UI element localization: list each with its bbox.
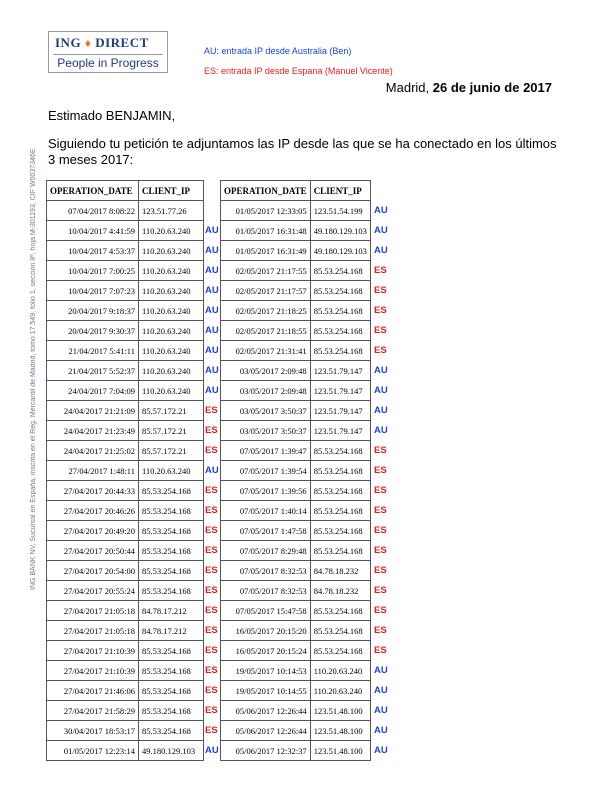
intro-paragraph: Siguiendo tu petición te adjuntamos las IP desde las que se ha conectado en los últimos 3 meses 2017:: [48, 136, 557, 167]
country-tag-au: AU: [374, 684, 388, 696]
operation-date-cell: 03/05/2017 3:50:37: [221, 421, 311, 441]
client-ip-cell: 85.53.254.168: [310, 541, 370, 561]
client-ip-cell: 85.57.172.21: [139, 421, 204, 441]
operation-date-cell: 07/04/2017 8:08:22: [47, 201, 139, 221]
client-ip-cell: 110.20.63.240: [139, 281, 204, 301]
client-ip-cell: 110.20.63.240: [139, 381, 204, 401]
country-tag-au: AU: [374, 204, 388, 216]
client-ip-cell: 123.51.79.147: [310, 421, 370, 441]
operation-date-cell: 02/05/2017 21:18:55: [221, 321, 311, 341]
country-tag-es: ES: [374, 564, 387, 576]
client-ip-cell: 84.78.18.232: [310, 561, 370, 581]
legend-es: ES: entrada IP desde Espana (Manuel Vicente): [204, 66, 393, 76]
country-tag-es: ES: [374, 544, 387, 556]
client-ip-cell: 85.53.254.168: [139, 521, 204, 541]
operation-date-cell: 10/04/2017 7:00:25: [47, 261, 139, 281]
country-tag-es: ES: [374, 344, 387, 356]
table-header-row: [221, 181, 371, 201]
country-tag-es: ES: [374, 304, 387, 316]
operation-date-cell: 07/05/2017 1:47:58: [221, 521, 311, 541]
table-row: [221, 241, 371, 261]
country-tag-es: ES: [205, 624, 218, 636]
table-row: [221, 681, 371, 701]
table-row: [47, 321, 204, 341]
client-ip-cell: 123.51.48.100: [310, 721, 370, 741]
operation-date-cell: 05/06/2017 12:32:37: [221, 741, 311, 761]
client-ip-cell: 85.53.254.168: [310, 261, 370, 281]
country-tag-au: AU: [205, 324, 219, 336]
table-row: [47, 461, 204, 481]
client-ip-cell: 123.51.79.147: [310, 361, 370, 381]
client-ip-cell: 110.20.63.240: [139, 341, 204, 361]
country-tag-es: ES: [374, 604, 387, 616]
operation-date-cell: 10/04/2017 7:07:23: [47, 281, 139, 301]
table-row: [221, 461, 371, 481]
country-tag-es: ES: [205, 684, 218, 696]
operation-date-cell: 27/04/2017 20:50:44: [47, 541, 139, 561]
greeting: Estimado BENJAMIN,: [48, 108, 176, 123]
client-ip-cell: 85.53.254.168: [310, 341, 370, 361]
client-ip-cell: 85.53.254.168: [139, 561, 204, 581]
operation-date-cell: 03/05/2017 2:09:48: [221, 361, 311, 381]
client-ip-cell: 85.53.254.168: [139, 501, 204, 521]
operation-date-cell: 07/05/2017 8:32:53: [221, 581, 311, 601]
table-row: [47, 221, 204, 241]
table-row: [221, 281, 371, 301]
country-tag-es: ES: [205, 404, 218, 416]
table-row: [47, 721, 204, 741]
table-row: [47, 341, 204, 361]
operation-date-cell: 07/05/2017 1:40:14: [221, 501, 311, 521]
client-ip-cell: 110.20.63.240: [139, 301, 204, 321]
country-tag-au: AU: [205, 264, 219, 276]
table-row: [221, 481, 371, 501]
operation-date-cell: 27/04/2017 20:54:00: [47, 561, 139, 581]
operation-date-cell: 24/04/2017 7:04:09: [47, 381, 139, 401]
operation-date-cell: 30/04/2017 18:53:17: [47, 721, 139, 741]
table-row: [47, 581, 204, 601]
country-tag-es: ES: [374, 524, 387, 536]
operation-date-cell: 19/05/2017 10:14:53: [221, 661, 311, 681]
operation-date-cell: 02/05/2017 21:17:55: [221, 261, 311, 281]
client-ip-cell: 85.53.254.168: [310, 621, 370, 641]
operation-date-cell: 03/05/2017 2:09:48: [221, 381, 311, 401]
operation-date-cell: 24/04/2017 21:21:09: [47, 401, 139, 421]
table-row: [221, 341, 371, 361]
table-row: [47, 521, 204, 541]
country-tag-es: ES: [205, 664, 218, 676]
client-ip-cell: 110.20.63.240: [310, 681, 370, 701]
client-ip-cell: 123.51.79.147: [310, 401, 370, 421]
client-ip-cell: 85.53.254.168: [310, 321, 370, 341]
table-row: [47, 741, 204, 761]
country-tag-au: AU: [205, 464, 219, 476]
table-row: [47, 401, 204, 421]
table-row: [221, 561, 371, 581]
country-tag-au: AU: [374, 404, 388, 416]
table-row: [47, 201, 204, 221]
client-ip-cell: 85.53.254.168: [139, 701, 204, 721]
table-row: [221, 521, 371, 541]
operation-date-cell: 27/04/2017 21:58:29: [47, 701, 139, 721]
country-tag-es: ES: [374, 264, 387, 276]
table-row: [221, 661, 371, 681]
operation-date-cell: 01/05/2017 12:33:05: [221, 201, 311, 221]
country-tag-es: ES: [205, 644, 218, 656]
client-ip-cell: 85.53.254.168: [310, 641, 370, 661]
client-ip-cell: 85.53.254.168: [139, 541, 204, 561]
logo-tagline: People in Progress: [53, 54, 163, 71]
column-header-ip: CLIENT_IP: [310, 181, 370, 201]
table-row: [47, 661, 204, 681]
column-header-ip: CLIENT_IP: [139, 181, 204, 201]
operation-date-cell: 03/05/2017 3:50:37: [221, 401, 311, 421]
table-row: [47, 261, 204, 281]
client-ip-cell: 123.51.54.199: [310, 201, 370, 221]
table-row: [221, 441, 371, 461]
country-tag-au: AU: [374, 424, 388, 436]
operation-date-cell: 16/05/2017 20:15:24: [221, 641, 311, 661]
country-tag-es: ES: [374, 584, 387, 596]
client-ip-cell: 85.53.254.168: [310, 481, 370, 501]
table-header-row: [47, 181, 204, 201]
operation-date-cell: 24/04/2017 21:23:49: [47, 421, 139, 441]
operation-date-cell: 20/04/2017 9:30:37: [47, 321, 139, 341]
client-ip-cell: 110.20.63.240: [310, 661, 370, 681]
operation-date-cell: 07/05/2017 1:39:54: [221, 461, 311, 481]
operation-date-cell: 07/05/2017 1:39:47: [221, 441, 311, 461]
operation-date-cell: 27/04/2017 20:49:20: [47, 521, 139, 541]
operation-date-cell: 27/04/2017 21:05:18: [47, 621, 139, 641]
client-ip-cell: 84.78.17.212: [139, 601, 204, 621]
table-row: [47, 301, 204, 321]
country-tag-au: AU: [374, 744, 388, 756]
table-row: [221, 721, 371, 741]
table-row: [47, 621, 204, 641]
operation-date-cell: 16/05/2017 20:15:20: [221, 621, 311, 641]
operation-date-cell: 20/04/2017 9:18:37: [47, 301, 139, 321]
client-ip-cell: 85.53.254.168: [139, 581, 204, 601]
operation-date-cell: 27/04/2017 20:46:26: [47, 501, 139, 521]
country-tag-au: AU: [374, 364, 388, 376]
client-ip-cell: 123.51.77.26: [139, 201, 204, 221]
operation-date-cell: 27/04/2017 20:44:33: [47, 481, 139, 501]
lion-icon: ♦: [84, 36, 92, 50]
table-row: [221, 621, 371, 641]
ing-direct-logo: [48, 31, 168, 73]
table-row: [47, 701, 204, 721]
operation-date-cell: 21/04/2017 5:52:37: [47, 361, 139, 381]
table-row: [47, 501, 204, 521]
country-tag-au: AU: [205, 384, 219, 396]
country-tag-au: AU: [205, 284, 219, 296]
client-ip-cell: 85.53.254.168: [139, 661, 204, 681]
client-ip-cell: 110.20.63.240: [139, 241, 204, 261]
client-ip-cell: 110.20.63.240: [139, 361, 204, 381]
client-ip-cell: 85.53.254.168: [310, 501, 370, 521]
client-ip-cell: 110.20.63.240: [139, 321, 204, 341]
client-ip-cell: 85.53.254.168: [139, 681, 204, 701]
client-ip-cell: 85.53.254.168: [310, 521, 370, 541]
client-ip-cell: 85.53.254.168: [310, 601, 370, 621]
table-row: [47, 241, 204, 261]
client-ip-cell: 85.53.254.168: [310, 281, 370, 301]
table-row: [221, 381, 371, 401]
operation-date-cell: 27/04/2017 1:48:11: [47, 461, 139, 481]
client-ip-cell: 84.78.17.212: [139, 621, 204, 641]
client-ip-cell: 110.20.63.240: [139, 461, 204, 481]
client-ip-cell: 49.180.129.103: [310, 221, 370, 241]
operation-date-cell: 19/05/2017 10:14:55: [221, 681, 311, 701]
country-tag-es: ES: [205, 584, 218, 596]
operation-date-cell: 02/05/2017 21:18:25: [221, 301, 311, 321]
country-tag-es: ES: [374, 284, 387, 296]
table-row: [221, 361, 371, 381]
table-row: [47, 441, 204, 461]
table-row: [47, 281, 204, 301]
client-ip-cell: 85.53.254.168: [310, 301, 370, 321]
client-ip-cell: 85.53.254.168: [139, 481, 204, 501]
client-ip-cell: 123.51.79.147: [310, 381, 370, 401]
operation-date-cell: 01/05/2017 12:23:14: [47, 741, 139, 761]
client-ip-cell: 85.57.172.21: [139, 401, 204, 421]
table-row: [221, 321, 371, 341]
operation-date-cell: 05/06/2017 12:26:44: [221, 721, 311, 741]
table-row: [221, 741, 371, 761]
client-ip-cell: 49.180.129.103: [139, 741, 204, 761]
table-row: [221, 501, 371, 521]
table-row: [221, 401, 371, 421]
operation-date-cell: 01/05/2017 16:31:48: [221, 221, 311, 241]
country-tag-au: AU: [374, 664, 388, 676]
country-tag-es: ES: [205, 444, 218, 456]
country-tag-es: ES: [374, 444, 387, 456]
country-tag-au: AU: [374, 384, 388, 396]
country-tag-es: ES: [374, 464, 387, 476]
operation-date-cell: 27/04/2017 21:05:18: [47, 601, 139, 621]
country-tag-es: ES: [374, 484, 387, 496]
table-row: [47, 681, 204, 701]
table-row: [47, 641, 204, 661]
table-row: [221, 541, 371, 561]
country-tag-es: ES: [374, 624, 387, 636]
operation-date-cell: 05/06/2017 12:26:44: [221, 701, 311, 721]
table-row: [47, 561, 204, 581]
legal-side-text: ING BANK NV, Sucursal en España, inscrita en el Reg. Mercantil de Madrid, tomo 17.549, folio 1, sección 8ª, hoja M-301193, CIF W0037346E: [30, 148, 37, 590]
table-row: [47, 601, 204, 621]
operation-date-cell: 07/05/2017 8:29:48: [221, 541, 311, 561]
country-tag-es: ES: [205, 424, 218, 436]
operation-date-cell: 10/04/2017 4:41:59: [47, 221, 139, 241]
country-tag-es: ES: [205, 544, 218, 556]
country-tag-au: AU: [205, 224, 219, 236]
country-tag-au: AU: [374, 224, 388, 236]
client-ip-cell: 123.51.48.100: [310, 701, 370, 721]
client-ip-cell: 110.20.63.240: [139, 221, 204, 241]
client-ip-cell: 85.53.254.168: [310, 441, 370, 461]
operation-date-cell: 02/05/2017 21:31:41: [221, 341, 311, 361]
table-row: [221, 641, 371, 661]
table-row: [221, 701, 371, 721]
operation-date-cell: 07/05/2017 15:47:58: [221, 601, 311, 621]
country-tag-au: AU: [205, 344, 219, 356]
operation-date-cell: 27/04/2017 21:10:39: [47, 641, 139, 661]
table-row: [221, 301, 371, 321]
column-header-date: OPERATION_DATE: [221, 181, 311, 201]
operation-date-cell: 07/05/2017 8:32:53: [221, 561, 311, 581]
letter-date: Madrid, 26 de junio de 2017: [385, 80, 552, 95]
column-header-date: OPERATION_DATE: [47, 181, 139, 201]
table-row: [47, 361, 204, 381]
ip-table-left: [46, 180, 204, 761]
client-ip-cell: 85.53.254.168: [310, 461, 370, 481]
client-ip-cell: 85.53.254.168: [139, 641, 204, 661]
country-tag-au: AU: [205, 244, 219, 256]
table-row: [47, 421, 204, 441]
operation-date-cell: 10/04/2017 4:53:37: [47, 241, 139, 261]
country-tag-au: AU: [374, 244, 388, 256]
operation-date-cell: 27/04/2017 21:10:39: [47, 661, 139, 681]
client-ip-cell: 85.53.254.168: [139, 721, 204, 741]
table-row: [47, 541, 204, 561]
client-ip-cell: 84.78.18.232: [310, 581, 370, 601]
client-ip-cell: 49.180.129.103: [310, 241, 370, 261]
client-ip-cell: 85.57.172.21: [139, 441, 204, 461]
operation-date-cell: 01/05/2017 16:31:49: [221, 241, 311, 261]
operation-date-cell: 21/04/2017 5:41:11: [47, 341, 139, 361]
country-tag-au: AU: [205, 364, 219, 376]
table-row: [47, 381, 204, 401]
table-row: [221, 581, 371, 601]
country-tag-au: AU: [374, 724, 388, 736]
table-row: [221, 601, 371, 621]
country-tag-es: ES: [205, 504, 218, 516]
country-tag-au: AU: [374, 704, 388, 716]
table-row: [221, 261, 371, 281]
country-tag-es: ES: [205, 604, 218, 616]
ip-table-right: [220, 180, 371, 761]
country-tag-au: AU: [205, 304, 219, 316]
country-tag-es: ES: [205, 704, 218, 716]
table-row: [221, 201, 371, 221]
operation-date-cell: 07/05/2017 1:39:56: [221, 481, 311, 501]
operation-date-cell: 02/05/2017 21:17:57: [221, 281, 311, 301]
country-tag-es: ES: [205, 564, 218, 576]
country-tag-au: AU: [205, 744, 219, 756]
client-ip-cell: 123.51.48.100: [310, 741, 370, 761]
legend-au: AU: entrada IP desde Australia (Ben): [204, 46, 352, 56]
operation-date-cell: 24/04/2017 21:25:02: [47, 441, 139, 461]
country-tag-es: ES: [205, 484, 218, 496]
operation-date-cell: 27/04/2017 20:55:24: [47, 581, 139, 601]
table-row: [221, 421, 371, 441]
client-ip-cell: 110.20.63.240: [139, 261, 204, 281]
table-row: [47, 481, 204, 501]
country-tag-es: ES: [205, 524, 218, 536]
country-tag-es: ES: [374, 504, 387, 516]
country-tag-es: ES: [374, 324, 387, 336]
country-tag-es: ES: [205, 724, 218, 736]
logo-wordmark: ING ♦ DIRECT: [55, 35, 149, 50]
operation-date-cell: 27/04/2017 21:46:06: [47, 681, 139, 701]
country-tag-es: ES: [374, 644, 387, 656]
table-row: [221, 221, 371, 241]
